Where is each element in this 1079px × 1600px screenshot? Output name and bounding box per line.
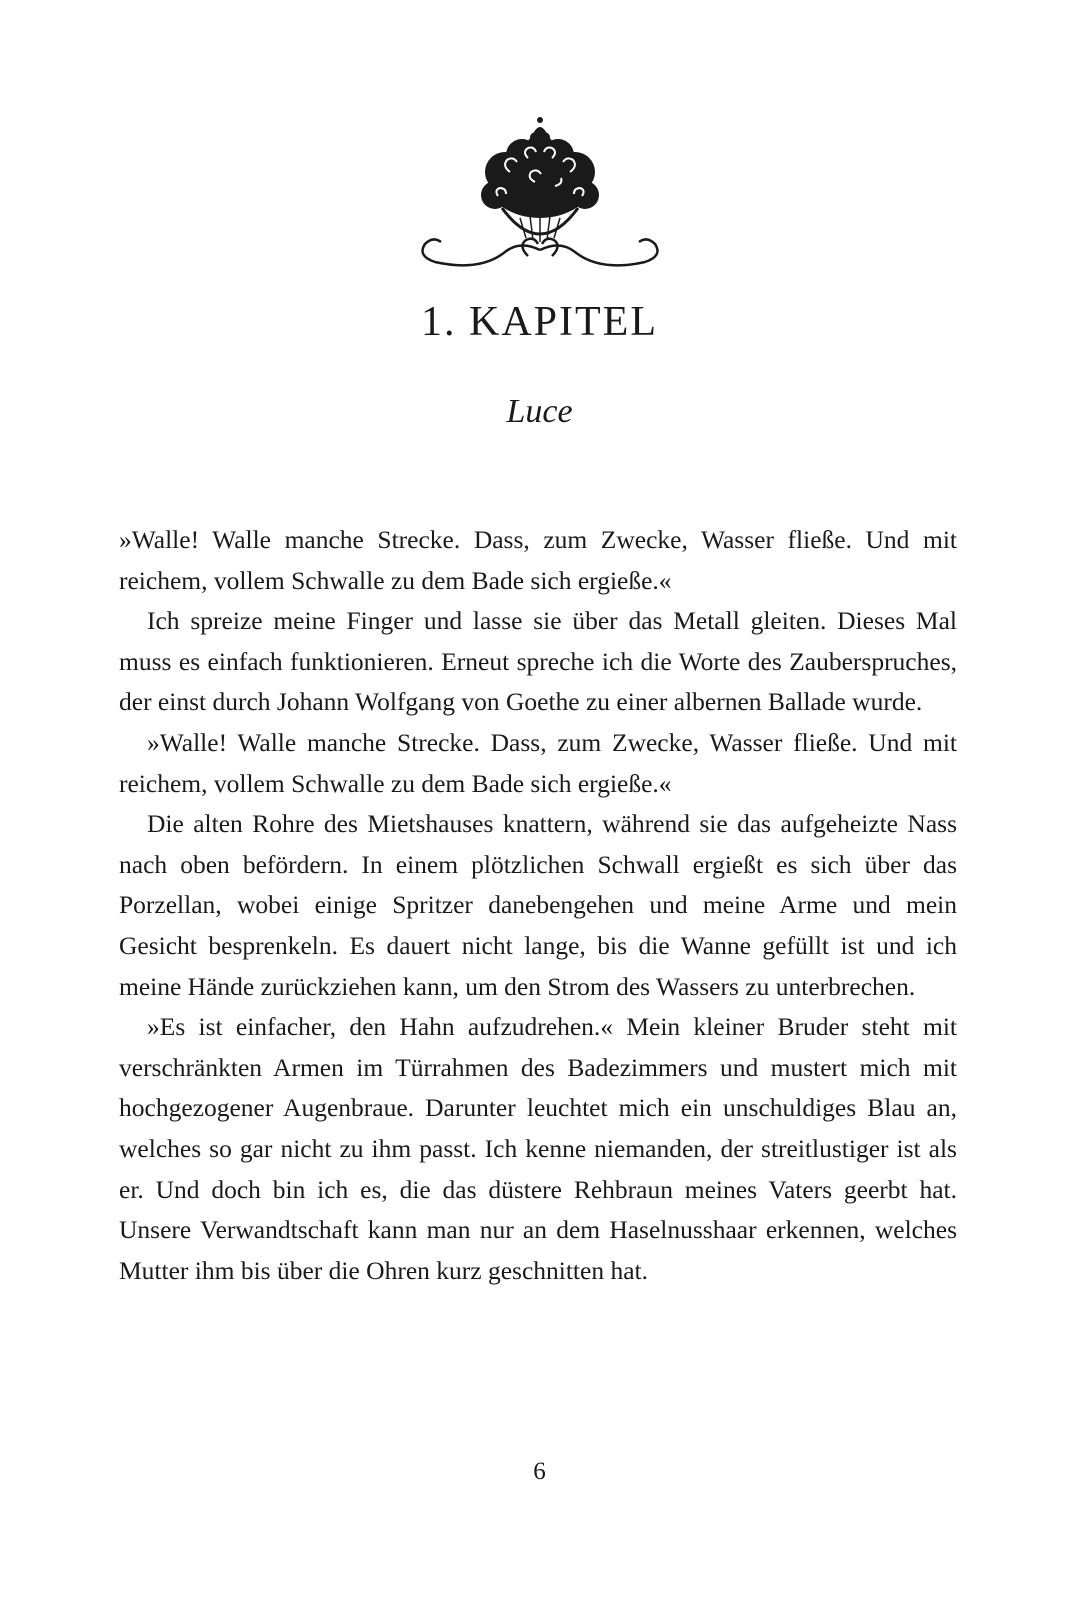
paragraph: »Es ist einfacher, den Hahn aufzudrehen.« Mein kleiner Bruder steht mit verschränkten Armen im Türrahmen des Badezimmers und mustert mich mit hochgezogener Augenbraue. Darunter leuchtet mich ein unschuldiges Blau an, welches so gar nicht zu ihm passt. Ich kenne niemanden, der streitlustiger ist als er. Und doch bin ich es, die das düstere Rehbraun meines Vaters geerbt hat. Unsere Verwandtschaft kann man nur an dem Haselnusshaar erkennen, welches Mutter ihm bis über die Ohren kurz geschnitten hat. xyxy=(119,1012,957,1285)
chapter-title: 1. KAPITEL xyxy=(421,299,658,345)
chapter-subtitle: Luce xyxy=(506,393,573,430)
paragraph: Die alten Rohre des Mietshauses knattern, während sie das aufgeheizte Nass nach oben befördern. In einem plötzlichen Schwall ergießt es sich über das Porzellan, wobei einige Spritzer danebengehen und meine Arme und mein Gesicht besprenkeln. Es dauert nicht lange, bis die Wanne gefüllt ist und ich meine Hände zurückziehen kann, um den Strom des Wassers zu unterbrechen. xyxy=(119,809,957,1001)
page-number: 6 xyxy=(533,1458,546,1485)
paragraph: »Walle! Walle manche Strecke. Dass, zum Zwecke, Wasser fließe. Und mit reichem, vollem Schwalle zu dem Bade sich ergieße.« xyxy=(119,525,957,595)
paragraph: Ich spreize meine Finger und lasse sie über das Metall gleiten. Dieses Mal muss es einfach funktionieren. Erneut spreche ich die Worte des Zauberspruches, der einst durch Johann Wolfgang von Goethe zu einer albernen Ballade wurde. xyxy=(119,606,957,717)
chapter-ornament xyxy=(410,110,670,275)
paragraph: »Walle! Walle manche Strecke. Dass, zum Zwecke, Wasser fließe. Und mit reichem, vollem Schwalle zu dem Bade sich ergieße.« xyxy=(119,727,957,798)
chapter-body xyxy=(119,520,957,1291)
